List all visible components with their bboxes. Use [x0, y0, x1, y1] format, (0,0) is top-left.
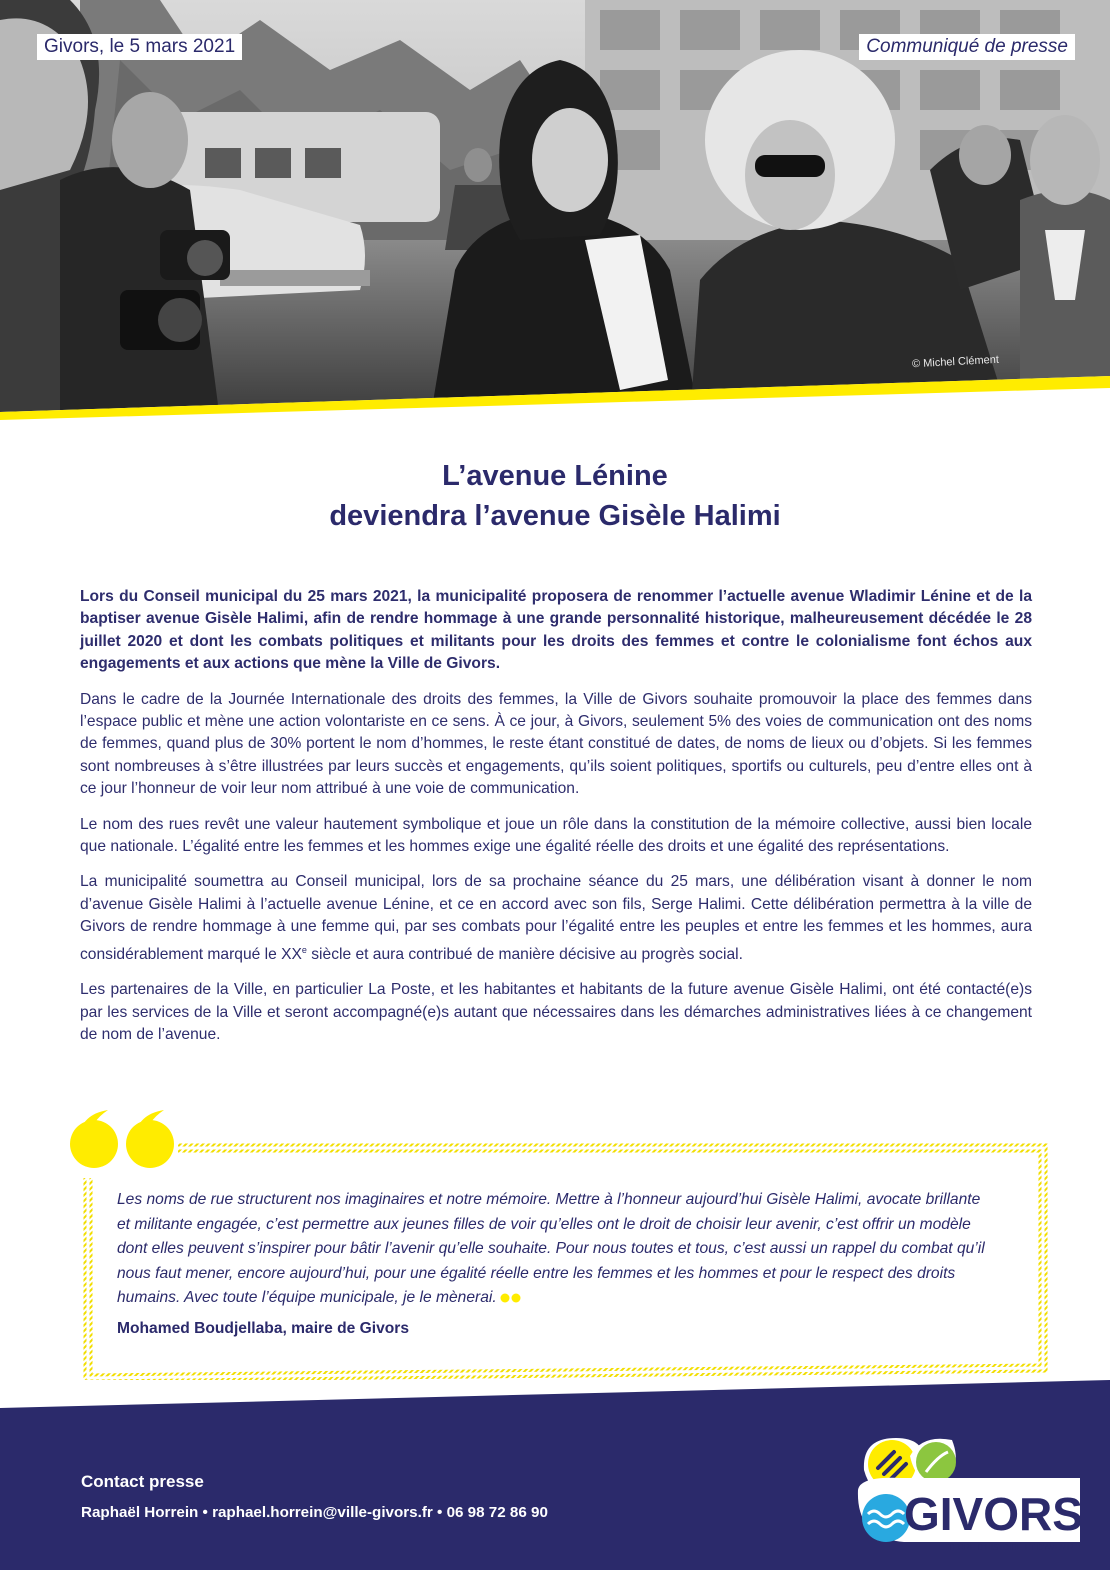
logo-wordmark: GIVORS	[904, 1488, 1083, 1540]
quote-open-icon	[68, 1110, 178, 1178]
title-line-2: deviendra l’avenue Gisèle Halimi	[329, 500, 781, 532]
quote-close-icon	[500, 1293, 522, 1303]
quote-body: Les noms de rue structurent nos imaginaires et notre mémoire. Mettre à l’honneur aujourd’hui Gisèle Halimi, avocate brillante et militante engagée, c’est permettre aux jeunes filles de voir qu’elles ont le droit de choisir leur avenir, c’est offrir un modèle dont elles peuvent s’inspirer pour bâtir l’avenir qu’elle souhaite. Pour nous toutes et tous, c’est aussi un rappel du combat qu’il nous faut mener, encore aujourd’hui, pour une égalité réelle entre les femmes et les hommes et pour le respect des droits humains. Avec toute l’équipe municipale, je le mènerai.	[117, 1191, 985, 1306]
page-title	[0, 456, 1110, 536]
paragraph-3	[80, 871, 1032, 966]
paragraph-2: Le nom des rues revêt une valeur hautement symbolique et joue un rôle dans la constitution de la mémoire collective, aussi bien locale que nationale. L’égalité entre les femmes et les hommes exige une égalité réelle des droits et une égalité des représentations.	[80, 815, 1032, 856]
century-superscript: e	[301, 944, 307, 955]
paragraph-3-part-b: siècle et aura contribué de manière décisive au progrès social.	[306, 945, 743, 963]
photo-credit: © Michel Clément	[911, 353, 1000, 371]
press-date: Givors, le 5 mars 2021	[37, 34, 242, 60]
logo-tagline: TERRE D’HISTOIRE ET D’AVENIR	[948, 1543, 1074, 1552]
quote-author: Mohamed Boudjellaba, maire de Givors	[117, 1320, 410, 1337]
paragraph-1: Dans le cadre de la Journée Internationale des droits des femmes, la Ville de Givors souhaite promouvoir la place des femmes dans l’espace public et mène une action volontariste en ce sens. À ce jour, à Givors, seulement 5% des voies de communication ont des noms de femmes, quand plus de 30% portent le nom d’hommes, le reste étant constitué de dates, de noms de lieux ou d’objets. Si les femmes sont nombreuses à s’être illustrées par leurs succès et engagements, qu’ils soient politiques, sportifs ou culturels, peu d’entre elles ont à ce jour l’honneur de voir leur nom attribué à une voie de communication.	[80, 690, 1032, 798]
quote-box	[68, 1108, 1058, 1380]
paragraph-3-part-a: La municipalité soumettra au Conseil municipal, lors de sa prochaine séance du 25 mars, une délibération visant à donner le nom d’avenue Gisèle Halimi à l’actuelle avenue Lénine, et ce en accord avec son fils, Serge Halimi. Cette délibération permettra à la ville de Givors de rendre hommage à une femme qui, par ses combats pour l’égalité entre les peuples et entre les femmes et les hommes, aura considérablement marqué le XX	[80, 873, 1032, 963]
title-line-1: L’avenue Lénine	[442, 460, 668, 492]
lead-paragraph: Lors du Conseil municipal du 25 mars 2021, la municipalité proposera de renommer l’actuelle avenue Wladimir Lénine et de la baptiser avenue Gisèle Halimi, afin de rendre hommage à une grande personnalité historique, malheureusement décédée le 28 juillet 2020 et dont les combats politiques et militants pour les droits des femmes et contre le colonialisme font échos aux engagements et aux actions que mène la Ville de Givors.	[80, 588, 1032, 673]
header-photo	[0, 0, 1110, 420]
givors-logo-mark	[852, 1430, 1084, 1560]
paragraph-4: Les partenaires de la Ville, en particulier La Poste, et les habitantes et habitants de la future avenue Gisèle Halimi, ont été contacté(e)s par les services de la Ville et seront accompagné(e)s autant que nécessaires dans les démarches administratives liées à ce changement de nom de l’avenue.	[80, 981, 1032, 1044]
document-type: Communiqué de presse	[859, 34, 1075, 60]
quote-text	[117, 1188, 997, 1311]
article-body	[80, 586, 1032, 1060]
contact-details: Raphaël Horrein • raphael.horrein@ville-givors.fr • 06 98 72 86 90	[81, 1504, 548, 1521]
givors-logo	[852, 1430, 1084, 1565]
contact-title: Contact presse	[81, 1472, 204, 1491]
